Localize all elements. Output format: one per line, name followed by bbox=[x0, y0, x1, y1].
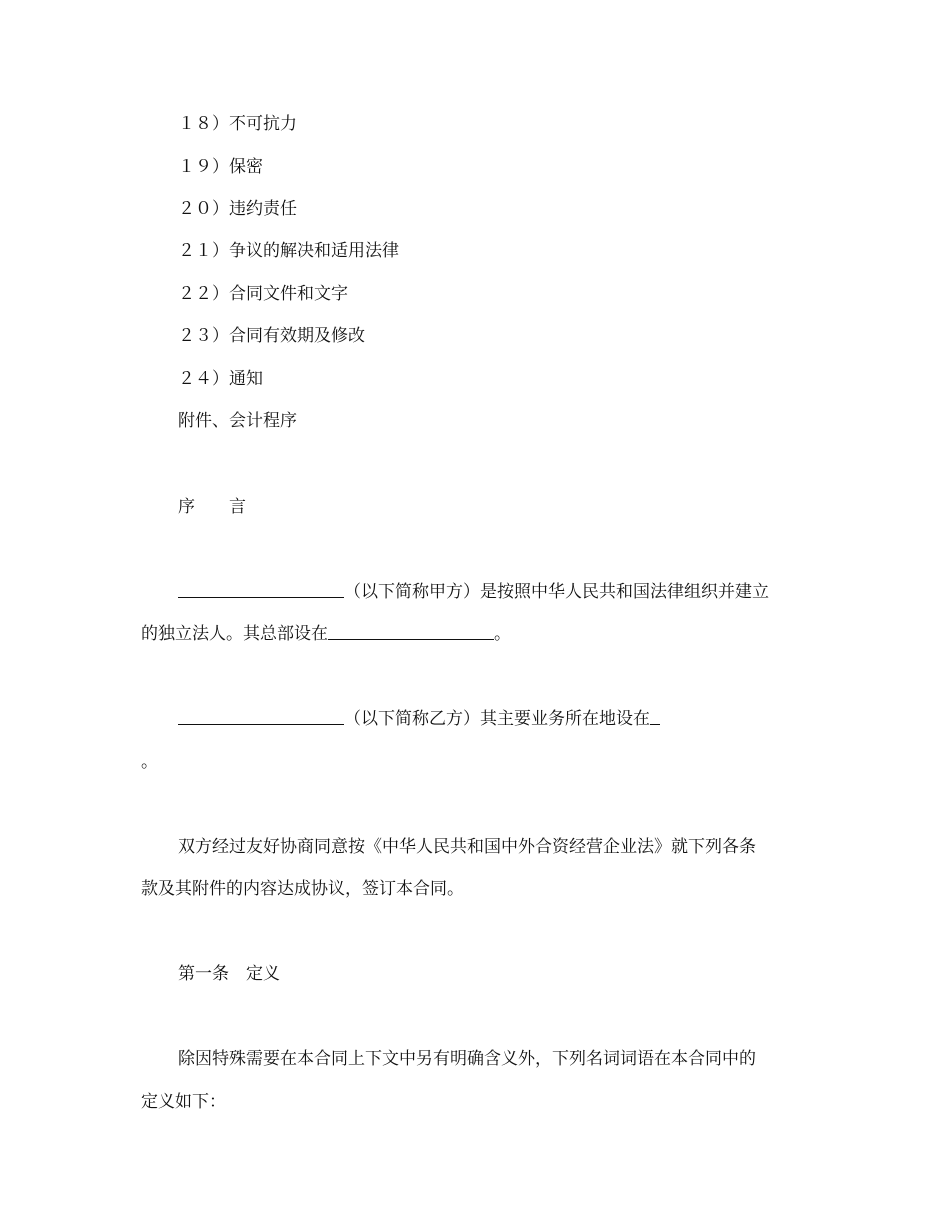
party-a-line-2 bbox=[141, 623, 511, 645]
party-a-hq-blank[interactable] bbox=[328, 623, 494, 640]
party-a-line-1-text: （以下简称甲方）是按照中华人民共和国法律组织并建立 bbox=[344, 582, 769, 602]
toc-item-20: ２０）违约责任 bbox=[178, 199, 297, 219]
party-a-line-1 bbox=[178, 581, 769, 603]
party-b-line-1 bbox=[178, 708, 660, 730]
party-a-line-2-end: 。 bbox=[494, 624, 511, 644]
party-a-name-blank[interactable] bbox=[178, 581, 344, 598]
party-b-name-blank[interactable] bbox=[178, 708, 344, 725]
toc-item-19: １９）保密 bbox=[178, 157, 263, 177]
agreement-line-2: 款及其附件的内容达成协议，签订本合同。 bbox=[141, 879, 464, 899]
party-b-location-blank[interactable] bbox=[650, 708, 660, 725]
toc-item-22: ２２）合同文件和文字 bbox=[178, 284, 348, 304]
toc-item-24: ２４）通知 bbox=[178, 369, 263, 389]
definition-line-1: 除因特殊需要在本合同上下文中另有明确含义外，下列名词词语在本合同中的 bbox=[178, 1049, 756, 1069]
toc-item-21: ２１）争议的解决和适用法律 bbox=[178, 241, 399, 261]
toc-item-23: ２３）合同有效期及修改 bbox=[178, 326, 365, 346]
article-1-heading: 第一条 定义 bbox=[178, 964, 280, 984]
toc-item-18: １８）不可抗力 bbox=[178, 114, 297, 134]
party-b-line-2: 。 bbox=[141, 752, 158, 772]
toc-appendix: 附件、会计程序 bbox=[178, 411, 297, 431]
agreement-line-1: 双方经过友好协商同意按《中华人民共和国中外合资经营企业法》就下列各条 bbox=[178, 837, 756, 857]
preface-heading: 序 言 bbox=[178, 497, 246, 517]
party-a-line-2-text: 的独立法人。其总部设在 bbox=[141, 624, 328, 644]
party-b-line-1-text: （以下简称乙方）其主要业务所在地设在 bbox=[344, 709, 650, 729]
definition-line-2: 定义如下： bbox=[141, 1092, 226, 1112]
